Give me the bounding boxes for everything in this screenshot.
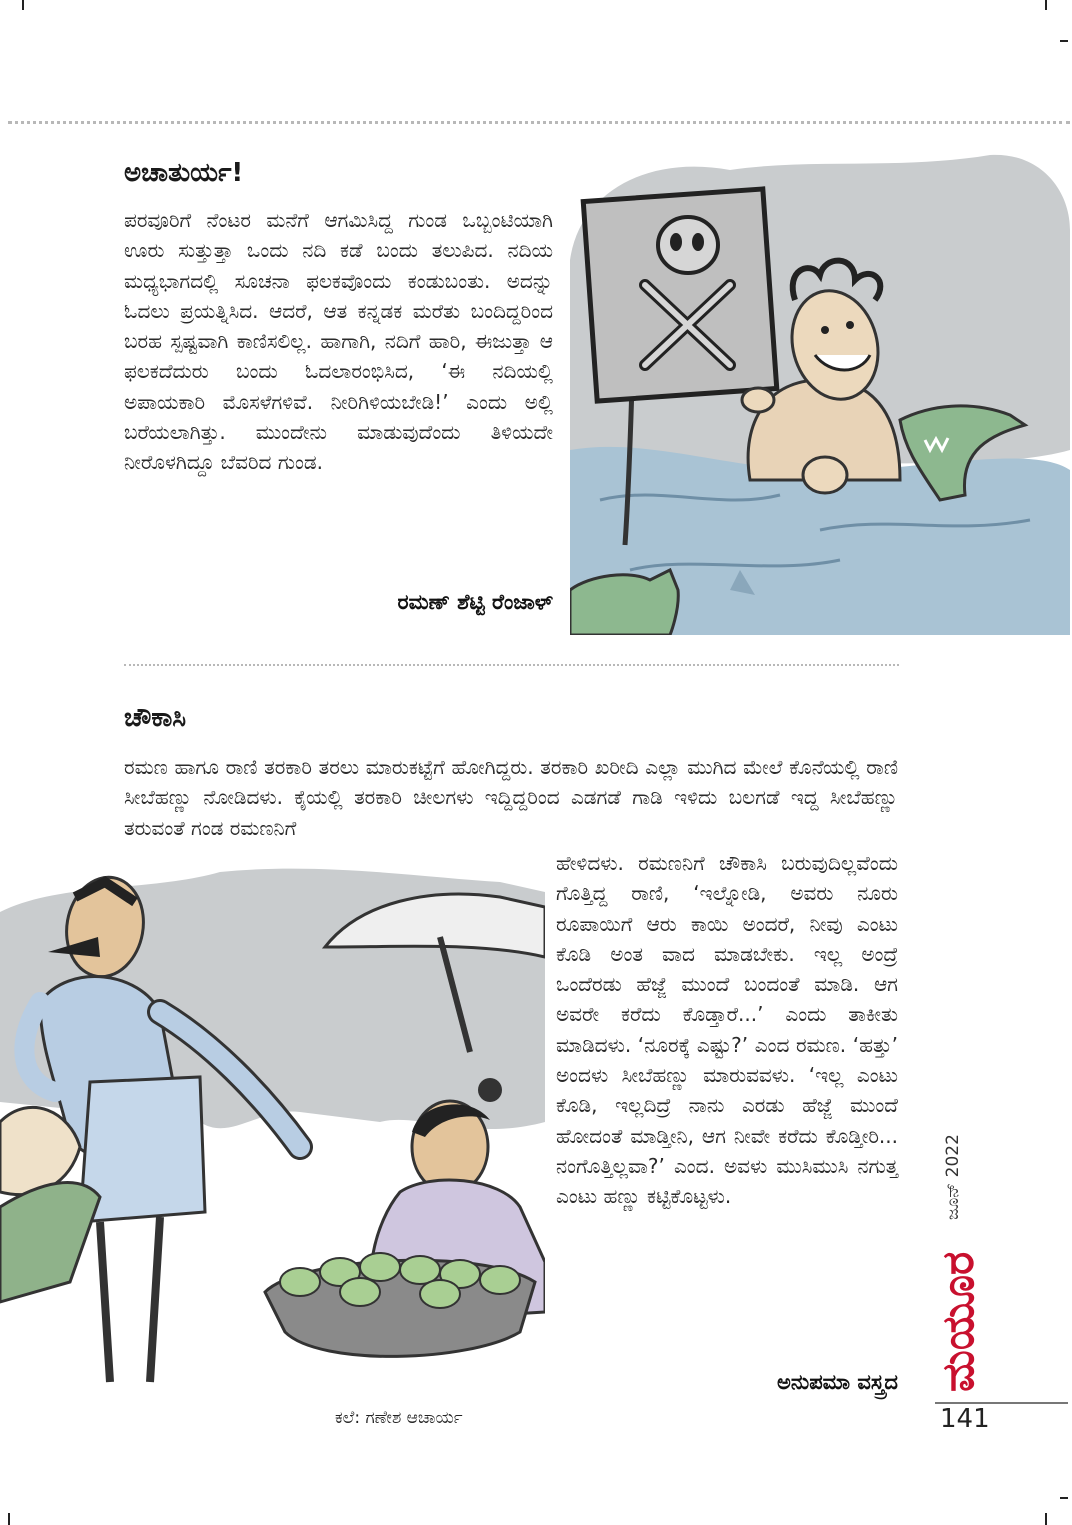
skull-icon xyxy=(658,217,718,273)
story2-body-top: ರಮಣ ಹಾಗೂ ರಾಣಿ ತರಕಾರಿ ತರಲು ಮಾರುಕಟ್ಟೆಗೆ ಹೋಗಿದ್ದರು. ತರಕಾರಿ ಖರೀದಿ ಎಲ್ಲಾ ಮುಗಿದ ಮೇಲೆ ಕೊನೆಯಲ್ಲಿ ರಾಣಿ ಸೀಬೆಹಣ್ಣು ನೋಡಿದಳು. ಕೈಯಲ್ಲಿ ತರಕಾರಿ ಚೀಲಗಳು ಇದ್ದಿದ್ದರಿಂದ ಎಡಗಡೆ ಗಾಡಿ ಇಳಿದು ಬಲಗಡೆ ಇದ್ದ ಸೀಬೆಹಣ್ಣು ತರುವಂತೆ ಗಂಡ ರಮಣನಿಗೆ xyxy=(124,755,898,840)
story2-author: ಅನುಪಮಾ ವಸ್ತ್ರದ xyxy=(777,1370,898,1394)
story1-title: ಅಚಾತುರ್ಯ! xyxy=(124,158,244,188)
crop-mark-right-lower xyxy=(1060,1497,1068,1499)
crop-mark-top-left xyxy=(22,0,24,10)
art-credit: ಕಲೆ: ಗಣೇಶ ಆಚಾರ್ಯ xyxy=(335,1408,463,1428)
mid-divider xyxy=(124,664,899,666)
story1-cartoon xyxy=(570,150,1070,635)
issue-date: ಜೂನ್ 2022 xyxy=(943,1134,963,1220)
top-divider xyxy=(8,121,1070,124)
crop-mark-bottom-right xyxy=(1045,1513,1047,1525)
story1-author: ರಮಣ್ ಶೆಟ್ಟಿ ರೆಂಜಾಳ್ xyxy=(397,590,553,614)
page-number: 141 xyxy=(940,1404,990,1434)
story2-title: ಚೌಕಾಸಿ xyxy=(124,703,187,733)
crop-mark-top-right xyxy=(1045,0,1047,10)
magazine-logo: ಮಯೂರ xyxy=(933,1251,984,1392)
story2-body-column: ಹೇಳಿದಳು. ರಮಣನಿಗೆ ಚೌಕಾಸಿ ಬರುವುದಿಲ್ಲವೆಂದು ಗೊತ್ತಿದ್ದ ರಾಣಿ, ‘ಇಲ್ನೋಡಿ, ಅವರು ನೂರು ರೂಪಾಯಿಗೆ ಆರು ಕಾಯಿ ಅಂದರೆ, ನೀವು ಎಂಟು ಕೊಡಿ ಅಂತ ವಾದ ಮಾಡಬೇಕು. ಇಲ್ಲ ಅಂದ್ರೆ ಒಂದೆರಡು ಹೆಜ್ಜೆ ಮುಂದೆ ಬಂದಂತೆ ಮಾಡಿ. ಆಗ ಅವರೇ ಕರೆದು ಕೊಡ್ತಾರೆ...’ ಎಂದು ತಾಕೀತು ಮಾಡಿದಳು. ‘ನೂರಕ್ಕೆ ಎಷ್ಟು?’ ಎಂದ ರಮಣ. ‘ಹತ್ತು’ ಅಂದಳು ಸೀಬೆಹಣ್ಣು ಮಾರುವವಳು. ‘ಇಲ್ಲ ಎಂಟು ಕೊಡಿ, ಇಲ್ಲದಿದ್ರೆ ನಾನು ಎರಡು ಹೆಜ್ಜೆ ಮುಂದೆ ಹೋದಂತೆ ಮಾಡ್ತೀನಿ, ಆಗ ನೀವೇ ಕರೆದು ಕೊಡ್ತೀರಿ... ನಂಗೊತ್ತಿಲ್ಲವಾ?’ ಎಂದ. ಅವಳು ಮುಸಿಮುಸಿ ನಗುತ್ತ ಎಂಟು ಹಣ್ಣು ಕಟ್ಟಿಕೊಟ್ಟಳು. xyxy=(556,851,898,1209)
crop-mark-bottom-left xyxy=(8,1513,10,1525)
story2-cartoon xyxy=(0,862,545,1407)
guava-basket xyxy=(265,1253,535,1356)
crop-mark-right-upper xyxy=(1060,40,1068,42)
story1-body: ಪರವೂರಿಗೆ ನೆಂಟರ ಮನೆಗೆ ಆಗಮಿಸಿದ್ದ ಗುಂಡ ಒಬ್ಬಂಟಿಯಾಗಿ ಊರು ಸುತ್ತುತ್ತಾ ಒಂದು ನದಿ ಕಡೆ ಬಂದು ತಲುಪಿದ. ನದಿಯ ಮಧ್ಯಭಾಗದಲ್ಲಿ ಸೂಚನಾ ಫಲಕವೊಂದು ಕಂಡುಬಂತು. ಅದನ್ನು ಓದಲು ಪ್ರಯತ್ನಿಸಿದ. ಆದರೆ, ಆತ ಕನ್ನಡಕ ಮರೆತು ಬಂದಿದ್ದರಿಂದ ಬರಹ ಸ್ಪಷ್ಟವಾಗಿ ಕಾಣಿಸಲಿಲ್ಲ. ಹಾಗಾಗಿ, ನದಿಗೆ ಹಾರಿ, ಈಜುತ್ತಾ ಆ ಫಲಕದೆದುರು ಬಂದು ಓದಲಾರಂಭಿಸಿದ, ‘ಈ ನದಿಯಲ್ಲಿ ಅಪಾಯಕಾರಿ ಮೊಸಳೆಗಳಿವೆ. ನೀರಿಗಿಳಿಯಬೇಡಿ!’ ಎಂದು ಅಲ್ಲಿ ಬರೆಯಲಾಗಿತ್ತು. ಮುಂದೇನು ಮಾಡುವುದೆಂದು ತಿಳಿಯದೇ ನೀರೊಳಗಿದ್ದೂ ಬೆವರಿದ ಗುಂಡ. xyxy=(124,208,553,475)
